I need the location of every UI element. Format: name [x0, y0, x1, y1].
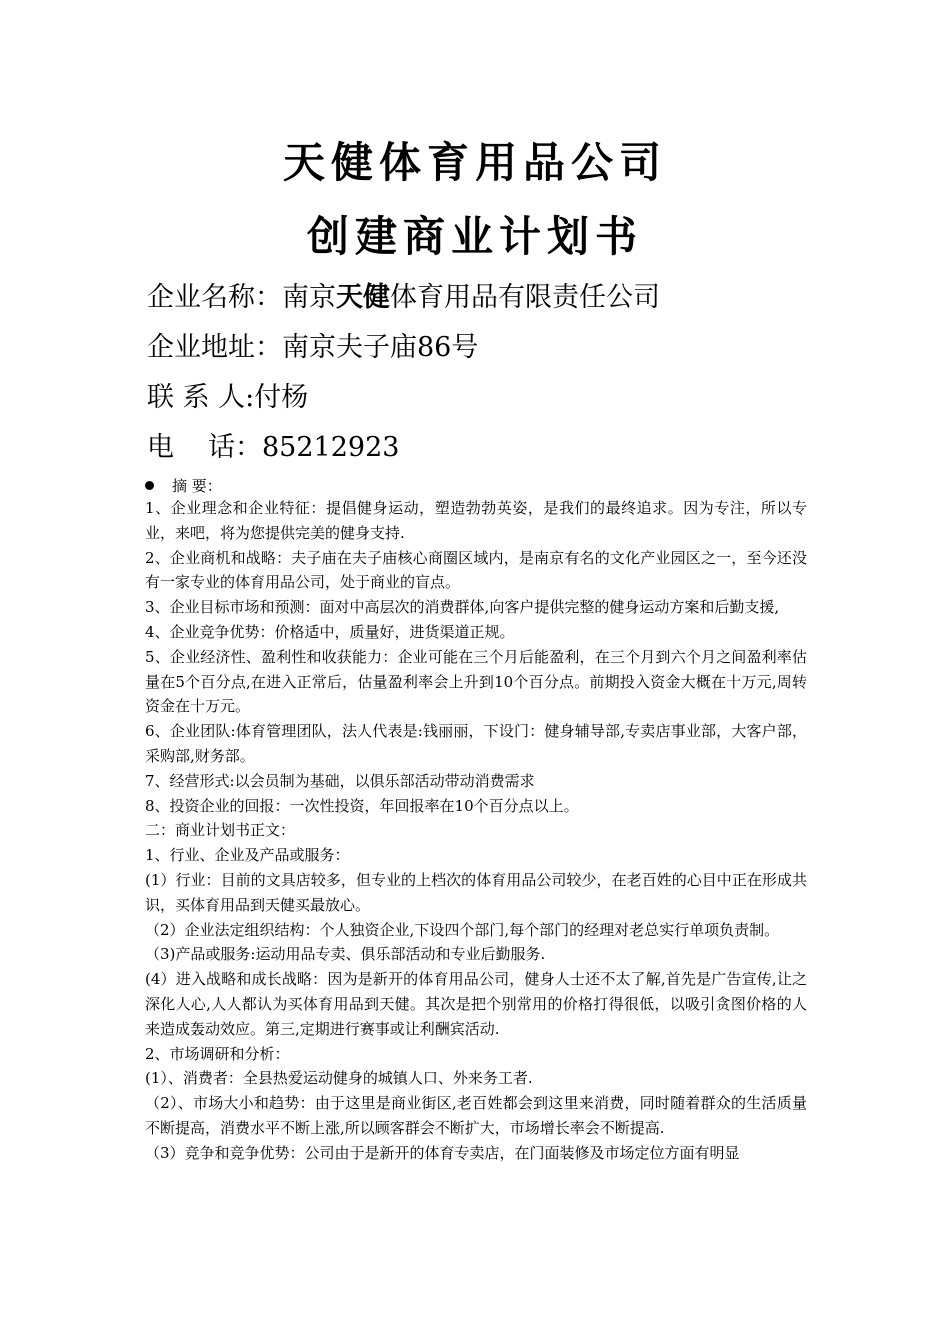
- paragraph: 4、企业竞争优势：价格适中，质量好，进货渠道正规。: [145, 622, 515, 641]
- section-heading: 二：商业计划书正文：: [145, 821, 296, 840]
- paragraph: 8、投资企业的回报：一次性投资，年回报率在10个百分点以上。: [145, 796, 579, 815]
- phone-label-b: 话：: [208, 432, 262, 463]
- paragraph: 2、企业商机和战略：夫子庙在夫子庙核心商圈区域内，是南京有名的文化产业园区之一，至今还没有一家专业的体育用品公司，处于商业的盲点。: [145, 548, 807, 592]
- body-text: [145, 496, 807, 1166]
- bullet-icon: [145, 481, 154, 490]
- company-address-line: [147, 330, 478, 366]
- summary-heading-text: 摘 要：: [172, 477, 222, 495]
- document-title: 天健体育用品公司: [282, 138, 667, 187]
- phone-line: [147, 430, 399, 466]
- company-name-prefix: 南京: [282, 282, 336, 313]
- summary-heading: [145, 476, 222, 496]
- document-subtitle: 创建商业计划书: [306, 212, 643, 261]
- paragraph: （3)产品或服务:运动用品专卖、俱乐部活动和专业后勤服务.: [145, 945, 546, 964]
- paragraph: 5、企业经济性、盈利性和收获能力：企业可能在三个月后能盈利，在三个月到六个月之间盈利率估量在5个百分点,在进入正常后，估量盈利率会上升到10个百分点。前期投入资金大概在十万元,周转资金在十万元。: [145, 647, 807, 716]
- paragraph: (1）、消费者：全县热爱运动健身的城镇人口、外来务工者.: [145, 1069, 533, 1088]
- paragraph: 3、企业目标市场和预测：面对中高层次的消费群体,向客户提供完整的健身运动方案和后勤支援,: [145, 598, 780, 617]
- contact-label: 联 系 人:: [147, 382, 255, 413]
- paragraph: 7、经营形式:以会员制为基础，以俱乐部活动带动消费需求: [145, 771, 535, 790]
- paragraph: （2）企业法定组织结构：个人独资企业,下设四个部门,每个部门的经理对老总实行单项负责制。: [145, 920, 780, 939]
- company-brand: 天健: [336, 282, 390, 313]
- phone-value: 85212923: [262, 432, 400, 463]
- paragraph: (4）进入战略和成长战略：因为是新开的体育用品公司，健身人士还不太了解,首先是广告宣传,让之深化人心,人人都认为买体育用品到天健。其次是把个别常用的价格打得很低，以吸引贪图价格的人来造成轰动效应。第三,定期进行赛事或让利酬宾活动.: [145, 970, 807, 1038]
- company-name-label: 企业名称：: [147, 282, 282, 313]
- subsection-heading: 2、市场调研和分析：: [145, 1044, 290, 1063]
- paragraph: （3）竞争和竞争优势：公司由于是新开的体育专卖店，在门面装修及市场定位方面有明显: [145, 1143, 740, 1162]
- subsection-heading: 1、行业、企业及产品或服务：: [145, 846, 350, 865]
- company-name-suffix: 体育用品有限责任公司: [390, 282, 660, 313]
- phone-label-a: 电: [147, 432, 174, 463]
- contact-value: 付杨: [254, 382, 309, 413]
- paragraph: 6、企业团队:体育管理团队，法人代表是:钱丽丽，下设门：健身辅导部,专卖店事业部，大客户部，采购部,财务部。: [145, 722, 807, 765]
- paragraph: （2）、市场大小和趋势：由于这里是商业街区,老百姓都会到这里来消费，同时随着群众的生活质量不断提高，消费水平不断上涨,所以顾客群会不断扩大，市场增长率会不断提高.: [145, 1094, 807, 1137]
- paragraph: 1、企业理念和企业特征：提倡健身运动，塑造勃勃英姿，是我们的最终追求。因为专注，所以专业，来吧，将为您提供完美的健身支持.: [145, 499, 807, 542]
- company-address-value: 南京夫子庙86号: [282, 332, 479, 363]
- paragraph: (1）行业：目前的文具店较多，但专业的上档次的体育用品公司较少，在老百姓的心目中正在形成共识，买体育用品到天健买最放心。: [145, 870, 807, 914]
- company-address-label: 企业地址：: [147, 332, 282, 363]
- contact-line: [147, 380, 308, 416]
- company-name-line: [147, 280, 660, 316]
